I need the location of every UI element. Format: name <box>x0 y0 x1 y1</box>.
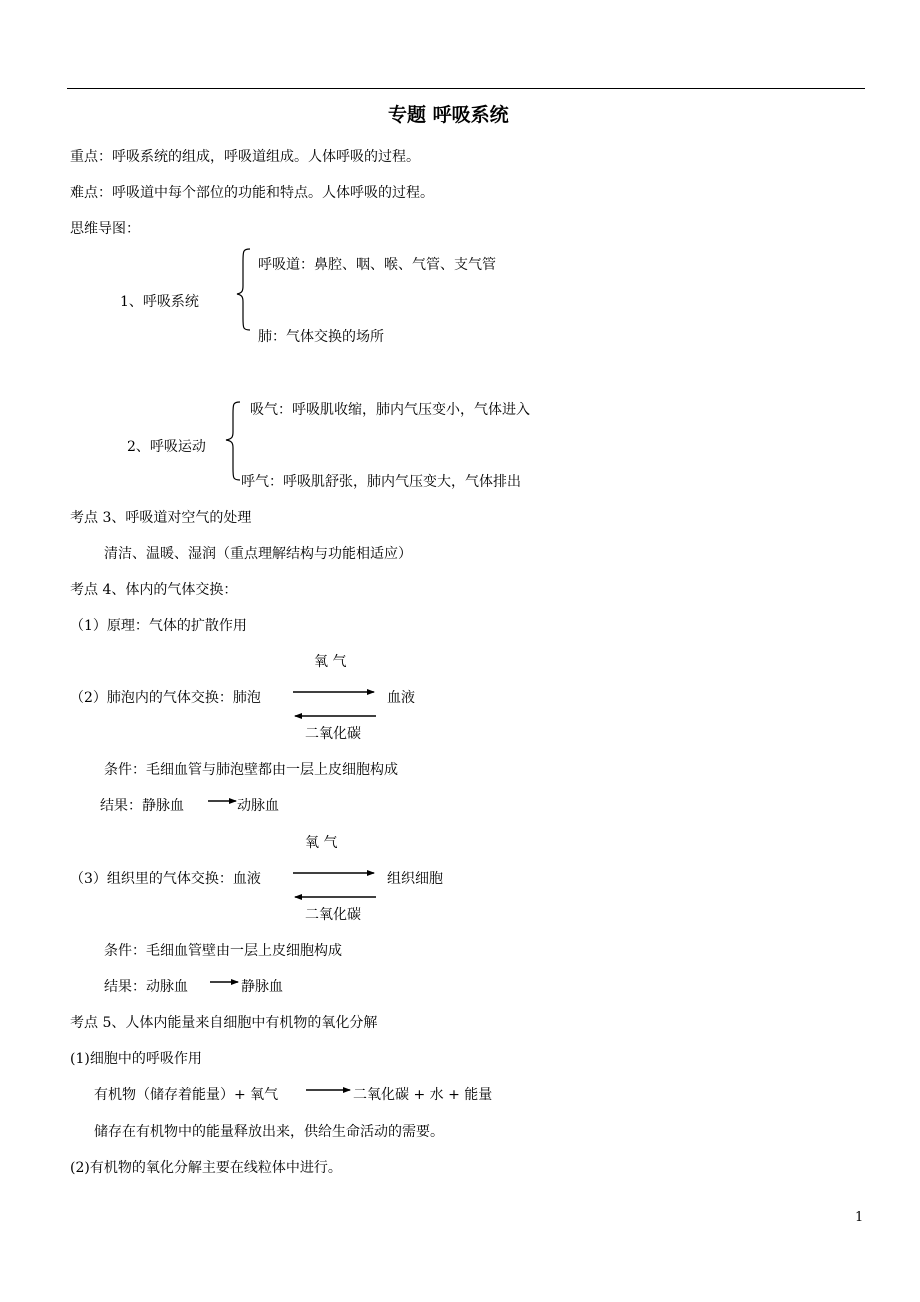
mindmap-system-brace <box>237 249 250 330</box>
mindmap-movement-branch-bottom: 呼气：呼吸肌舒张，肺内气压变大，气体排出 <box>241 474 521 490</box>
tissue-top-label: 氧 气 <box>305 835 338 851</box>
mindmap-system-label: 1、呼吸系统 <box>120 294 199 310</box>
mindmap-movement-label: 2、呼吸运动 <box>127 439 206 455</box>
page-number: 1 <box>855 1210 864 1225</box>
topic5-sub1: (1)细胞中的呼吸作用 <box>70 1051 202 1067</box>
topic3-heading: 考点 3、呼吸道对空气的处理 <box>70 510 252 526</box>
topic5-heading: 考点 5、人体内能量来自细胞中有机物的氧化分解 <box>70 1015 378 1031</box>
tissue-exchange-left: （3）组织里的气体交换：血液 <box>70 871 261 887</box>
lung-exchange-right: 血液 <box>387 690 415 706</box>
topic3-body: 清洁、温暖、湿润（重点理解结构与功能相适应） <box>104 546 412 562</box>
tissue-bottom-label: 二氧化碳 <box>305 907 361 923</box>
tissue-result-prefix: 结果：动脉血 <box>104 979 188 995</box>
page-title: 专题 呼吸系统 <box>388 104 509 126</box>
lung-top-label: 氧 气 <box>314 654 347 670</box>
lung-result-suffix: 动脉血 <box>237 798 279 814</box>
mindmap-label: 思维导图： <box>70 221 140 237</box>
equation-right: 二氧化碳 + 水 + 能量 <box>353 1087 493 1103</box>
key-points: 重点：呼吸系统的组成，呼吸道组成。人体呼吸的过程。 <box>70 149 420 165</box>
mindmap-system-branch-top: 呼吸道：鼻腔、咽、喉、气管、支气管 <box>258 257 496 273</box>
mindmap-movement-brace <box>226 402 240 480</box>
lung-exchange-left: （2）肺泡内的气体交换：肺泡 <box>70 690 261 706</box>
lung-condition: 条件：毛细血管与肺泡壁都由一层上皮细胞构成 <box>104 762 398 778</box>
mindmap-movement-branch-top: 吸气：呼吸肌收缩，肺内气压变小，气体进入 <box>250 402 530 418</box>
equation-left: 有机物（储存着能量）+ 氧气 <box>94 1087 279 1103</box>
topic4-principle: （1）原理：气体的扩散作用 <box>70 618 247 634</box>
topic5-explanation: 储存在有机物中的能量释放出来，供给生命活动的需要。 <box>94 1124 444 1140</box>
lung-bottom-label: 二氧化碳 <box>305 726 361 742</box>
tissue-condition: 条件：毛细血管壁由一层上皮细胞构成 <box>104 943 342 959</box>
tissue-exchange-right: 组织细胞 <box>387 871 443 887</box>
difficult-points: 难点：呼吸道中每个部位的功能和特点。人体呼吸的过程。 <box>70 185 434 201</box>
tissue-result-suffix: 静脉血 <box>241 979 283 995</box>
topic4-heading: 考点 4、体内的气体交换： <box>70 582 238 598</box>
lung-result-prefix: 结果：静脉血 <box>100 798 184 814</box>
topic5-sub2: (2)有机物的氧化分解主要在线粒体中进行。 <box>70 1160 342 1176</box>
mindmap-system-branch-bottom: 肺：气体交换的场所 <box>258 329 384 345</box>
